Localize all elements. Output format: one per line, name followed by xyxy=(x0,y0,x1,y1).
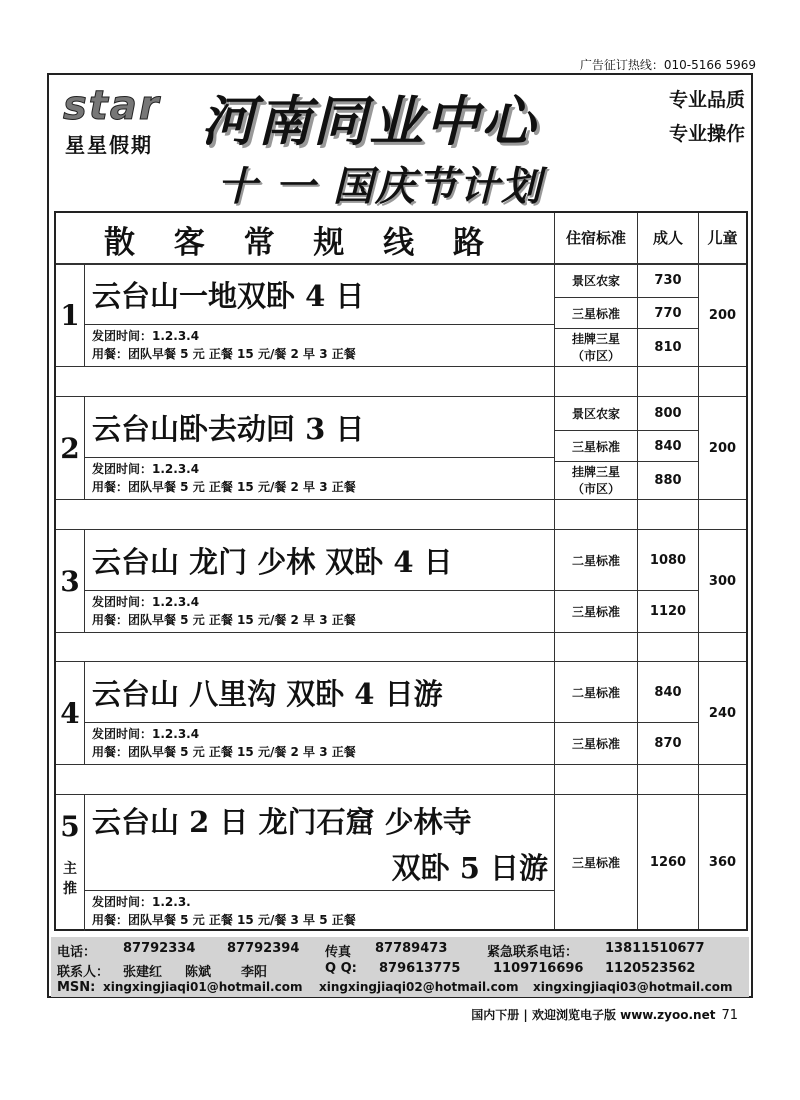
tagline-quality: 专业品质 xyxy=(668,89,745,111)
page-footer xyxy=(471,1006,738,1023)
featured-tag: 主推 xyxy=(63,861,77,897)
meal-info: 用餐：团队早餐 5 元 正餐 15 元/餐 2 早 3 正餐 xyxy=(92,480,356,494)
hotel-standard: 二星标准 xyxy=(571,553,620,568)
hotel-standard: 三星标准 xyxy=(571,855,620,870)
route-name: 云台山 八里沟 双卧 4 日游 xyxy=(92,676,443,711)
fax-number: 87789473 xyxy=(375,941,448,956)
msn-label: MSN: xyxy=(57,980,96,995)
route-table xyxy=(54,211,748,931)
contact-person: 陈斌 xyxy=(185,965,212,980)
child-price: 300 xyxy=(708,573,737,589)
depart-dates: 发团时间：1.2.3. xyxy=(92,895,191,909)
adult-column-header: 成人 xyxy=(652,228,683,247)
route-info xyxy=(92,593,356,629)
route-info xyxy=(92,460,356,496)
hotel-standard: 三星标准 xyxy=(571,605,620,619)
brand-title: 河南同业中心 xyxy=(201,90,537,153)
adult-price: 840 xyxy=(654,438,682,454)
adult-price: 1080 xyxy=(649,552,687,568)
child-price: 200 xyxy=(708,307,737,323)
depart-dates: 发团时间：1.2.3.4 xyxy=(92,595,200,609)
msn-address: xingxingjiaqi02@hotmail.com xyxy=(319,980,519,994)
phone-label: 电话： xyxy=(57,945,97,960)
depart-dates: 发团时间：1.2.3.4 xyxy=(92,727,200,741)
hotel-standard: 二星标准 xyxy=(571,685,620,700)
fax-label: 传真 xyxy=(325,945,352,960)
depart-dates: 发团时间：1.2.3.4 xyxy=(92,329,200,343)
meal-info: 用餐：团队早餐 5 元 正餐 15 元/餐 2 早 3 正餐 xyxy=(92,613,356,627)
adult-price: 1260 xyxy=(649,854,687,870)
child-price: 360 xyxy=(708,854,737,870)
contact-person: 张建红 xyxy=(123,965,163,980)
contact-people-label: 联系人： xyxy=(57,965,110,980)
tagline-operation: 专业操作 xyxy=(668,123,745,145)
route-number: 4 xyxy=(60,696,80,730)
adult-price: 870 xyxy=(654,736,682,751)
page-number: 71 xyxy=(721,1008,738,1023)
msn-address: xingxingjiaqi03@hotmail.com xyxy=(533,980,733,994)
adult-price: 810 xyxy=(654,340,682,355)
hotel-standard: 景区农家 xyxy=(571,274,620,288)
hotel-standard: 挂牌三星（市区） xyxy=(571,464,620,496)
route-number: 1 xyxy=(60,298,80,332)
child-price: 200 xyxy=(708,440,737,456)
route-number: 5 xyxy=(60,809,80,843)
hotel-standard: 三星标准 xyxy=(571,306,620,321)
msn-address: xingxingjiaqi01@hotmail.com xyxy=(103,980,303,994)
logo-subtitle: 星星假期 xyxy=(65,133,153,157)
phone-number: 87792334 xyxy=(123,941,196,956)
adult-price: 730 xyxy=(654,273,682,288)
holiday-plan-title: 十 一 国庆节计划 xyxy=(217,164,543,210)
route-name: 云台山一地双卧 4 日 xyxy=(92,278,365,313)
route-number: 3 xyxy=(60,564,80,598)
footer-text: 国内下册 | 欢迎浏览电子版 www.zyoo.net xyxy=(471,1008,716,1022)
header xyxy=(49,75,751,215)
meal-info: 用餐：团队早餐 5 元 正餐 15 元/餐 3 早 5 正餐 xyxy=(92,913,356,927)
route-info xyxy=(92,725,356,761)
contact-panel xyxy=(51,937,749,997)
route-name-line2: 双卧 5 日游 xyxy=(391,850,548,885)
child-column-header: 儿童 xyxy=(707,228,738,247)
adult-price: 770 xyxy=(654,305,682,321)
route-name-line1: 云台山 2 日 龙门石窟 少林寺 xyxy=(92,804,472,839)
hotel-standard: 挂牌三星（市区） xyxy=(571,331,620,363)
qq-number: 879613775 xyxy=(379,961,461,976)
adult-price: 1120 xyxy=(649,604,687,619)
hotel-column-header: 住宿标准 xyxy=(565,228,626,247)
hotel-standard: 景区农家 xyxy=(571,407,620,421)
meal-info: 用餐：团队早餐 5 元 正餐 15 元/餐 2 早 3 正餐 xyxy=(92,745,356,759)
star-logo xyxy=(59,83,189,155)
route-name: 云台山卧去动回 3 日 xyxy=(92,411,365,446)
contact-person: 李阳 xyxy=(241,965,268,980)
phone-number: 87792394 xyxy=(227,941,300,956)
ad-frame xyxy=(47,73,753,998)
route-info xyxy=(92,327,356,363)
hotel-standard: 三星标准 xyxy=(571,737,620,751)
logo-word: star xyxy=(63,83,161,129)
emergency-label: 紧急联系电话： xyxy=(487,945,579,960)
hotel-standard: 三星标准 xyxy=(571,439,620,454)
emergency-number: 13811510677 xyxy=(605,941,705,956)
route-name: 云台山 龙门 少林 双卧 4 日 xyxy=(92,544,453,579)
qq-number: 1120523562 xyxy=(605,961,696,976)
child-price: 240 xyxy=(708,705,737,721)
adult-price: 840 xyxy=(654,684,682,700)
ad-hotline: 广告征订热线：010-5166 5969 xyxy=(579,58,756,72)
depart-dates: 发团时间：1.2.3.4 xyxy=(92,462,200,476)
qq-label: Q Q: xyxy=(325,961,357,976)
route-number: 2 xyxy=(60,431,80,465)
adult-price: 800 xyxy=(654,406,682,421)
route-info xyxy=(92,893,356,929)
meal-info: 用餐：团队早餐 5 元 正餐 15 元/餐 2 早 3 正餐 xyxy=(92,347,356,361)
qq-number: 1109716696 xyxy=(493,961,584,976)
route-column-header: 散 客 常 规 线 路 xyxy=(104,224,498,261)
adult-price: 880 xyxy=(654,473,682,488)
